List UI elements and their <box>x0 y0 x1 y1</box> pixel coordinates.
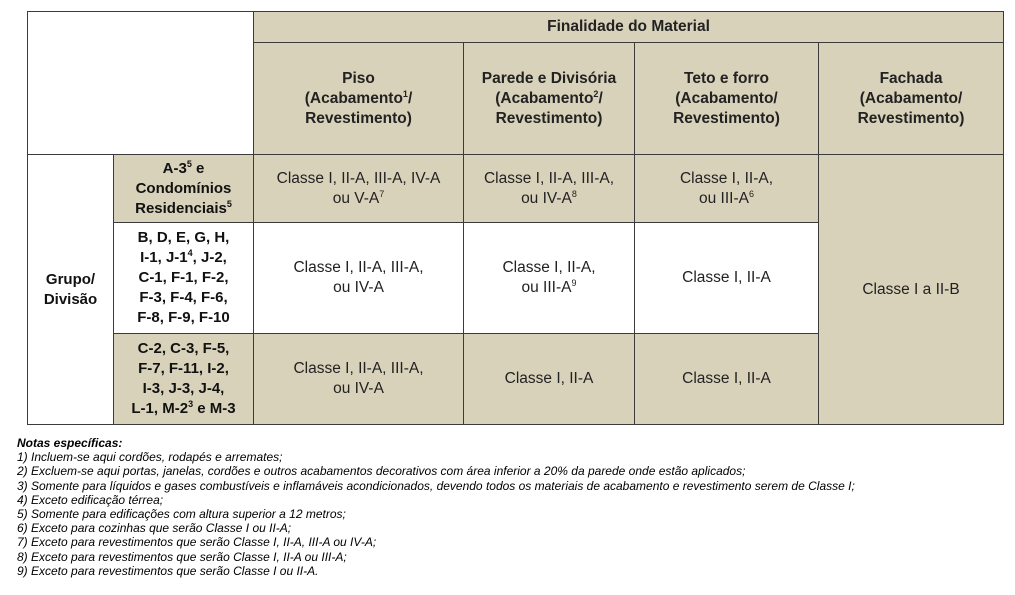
header-finalidade: Finalidade do Material <box>254 12 1004 43</box>
teto-row-2: Classe I, II-A <box>635 223 819 334</box>
division-row-1: $A-3^5$ e Condomínios Residenciais$^5$ <box>114 155 254 223</box>
piso-row-2: Classe I, II-A, III-A, ou IV-A <box>254 223 464 334</box>
note-item: 2) Excluem-se aqui portas, janelas, cordões e outros acabamentos decorativos com área inferior a 20% da parede onde estão aplicados; <box>17 464 746 479</box>
header-teto: Teto e forro (Acabamento/ Revestimento) <box>635 43 819 155</box>
grupo-divisao-label: Grupo/ Divisão <box>28 155 114 425</box>
note-item: 5) Somente para edificações com altura superior a 12 metros; <box>17 507 346 522</box>
notes-section <box>17 436 855 578</box>
note-item: 1) Incluem-se aqui cordões, rodapés e arremates; <box>17 450 283 465</box>
parede-row-3: Classe I, II-A <box>464 334 635 425</box>
parede-row-2: Classe I, II-A, ou III-$A^9$ <box>464 223 635 334</box>
note-item: 8) Exceto para revestimentos que serão Classe I, II-A ou III-A; <box>17 549 347 564</box>
teto-row-1: Classe I, II-A, ou III-$A^6$ <box>635 155 819 223</box>
parede-row-1: Classe I, II-A, III-A, ou $IV-A^8$ <box>464 155 635 223</box>
header-parede: Parede e Divisória (Acabamento$^2$/ Revestimento) <box>464 43 635 155</box>
fachada-value: Classe I a II-B <box>819 155 1004 425</box>
header-piso: Piso (Acabamento$^1$/ Revestimento) <box>254 43 464 155</box>
piso-row-3: Classe I, II-A, III-A, ou IV-A <box>254 334 464 425</box>
note-item: 7) Exceto para revestimentos que serão Classe I, II-A, III-A ou IV-A; <box>17 535 377 550</box>
division-row-2: B, D, E, G, H, I-1, $J-1^4$, J-2, C-1, F-1, F-2, F-3, F-4, F-6, F-8, F-9, F-10 <box>114 223 254 334</box>
note-item: 6) Exceto para cozinhas que serão Classe I ou II-A; <box>17 521 292 536</box>
material-classification-table <box>27 11 1004 425</box>
teto-row-3: Classe I, II-A <box>635 334 819 425</box>
notes-title: Notas específicas: <box>17 436 123 450</box>
note-item: 9) Exceto para revestimentos que serão Classe I ou II-A. <box>17 563 319 578</box>
note-item: 3) Somente para líquidos e gases combustíveis e inflamáveis acondicionados, devendo todos os materiais de acabamento e revestimento serem de Classe I; <box>17 478 855 493</box>
note-item: 4) Exceto edificação térrea; <box>17 492 164 507</box>
empty-corner-cell <box>28 12 254 155</box>
division-row-3: C-2, C-3, F-5, F-7, F-11, I-2, I-3, J-3, J-4, L-1, $M-2^3$ e M-3 <box>114 334 254 425</box>
header-fachada: Fachada (Acabamento/ Revestimento) <box>819 43 1004 155</box>
piso-row-1: Classe I, II-A, III-A, IV-A ou $V-A^7$ <box>254 155 464 223</box>
